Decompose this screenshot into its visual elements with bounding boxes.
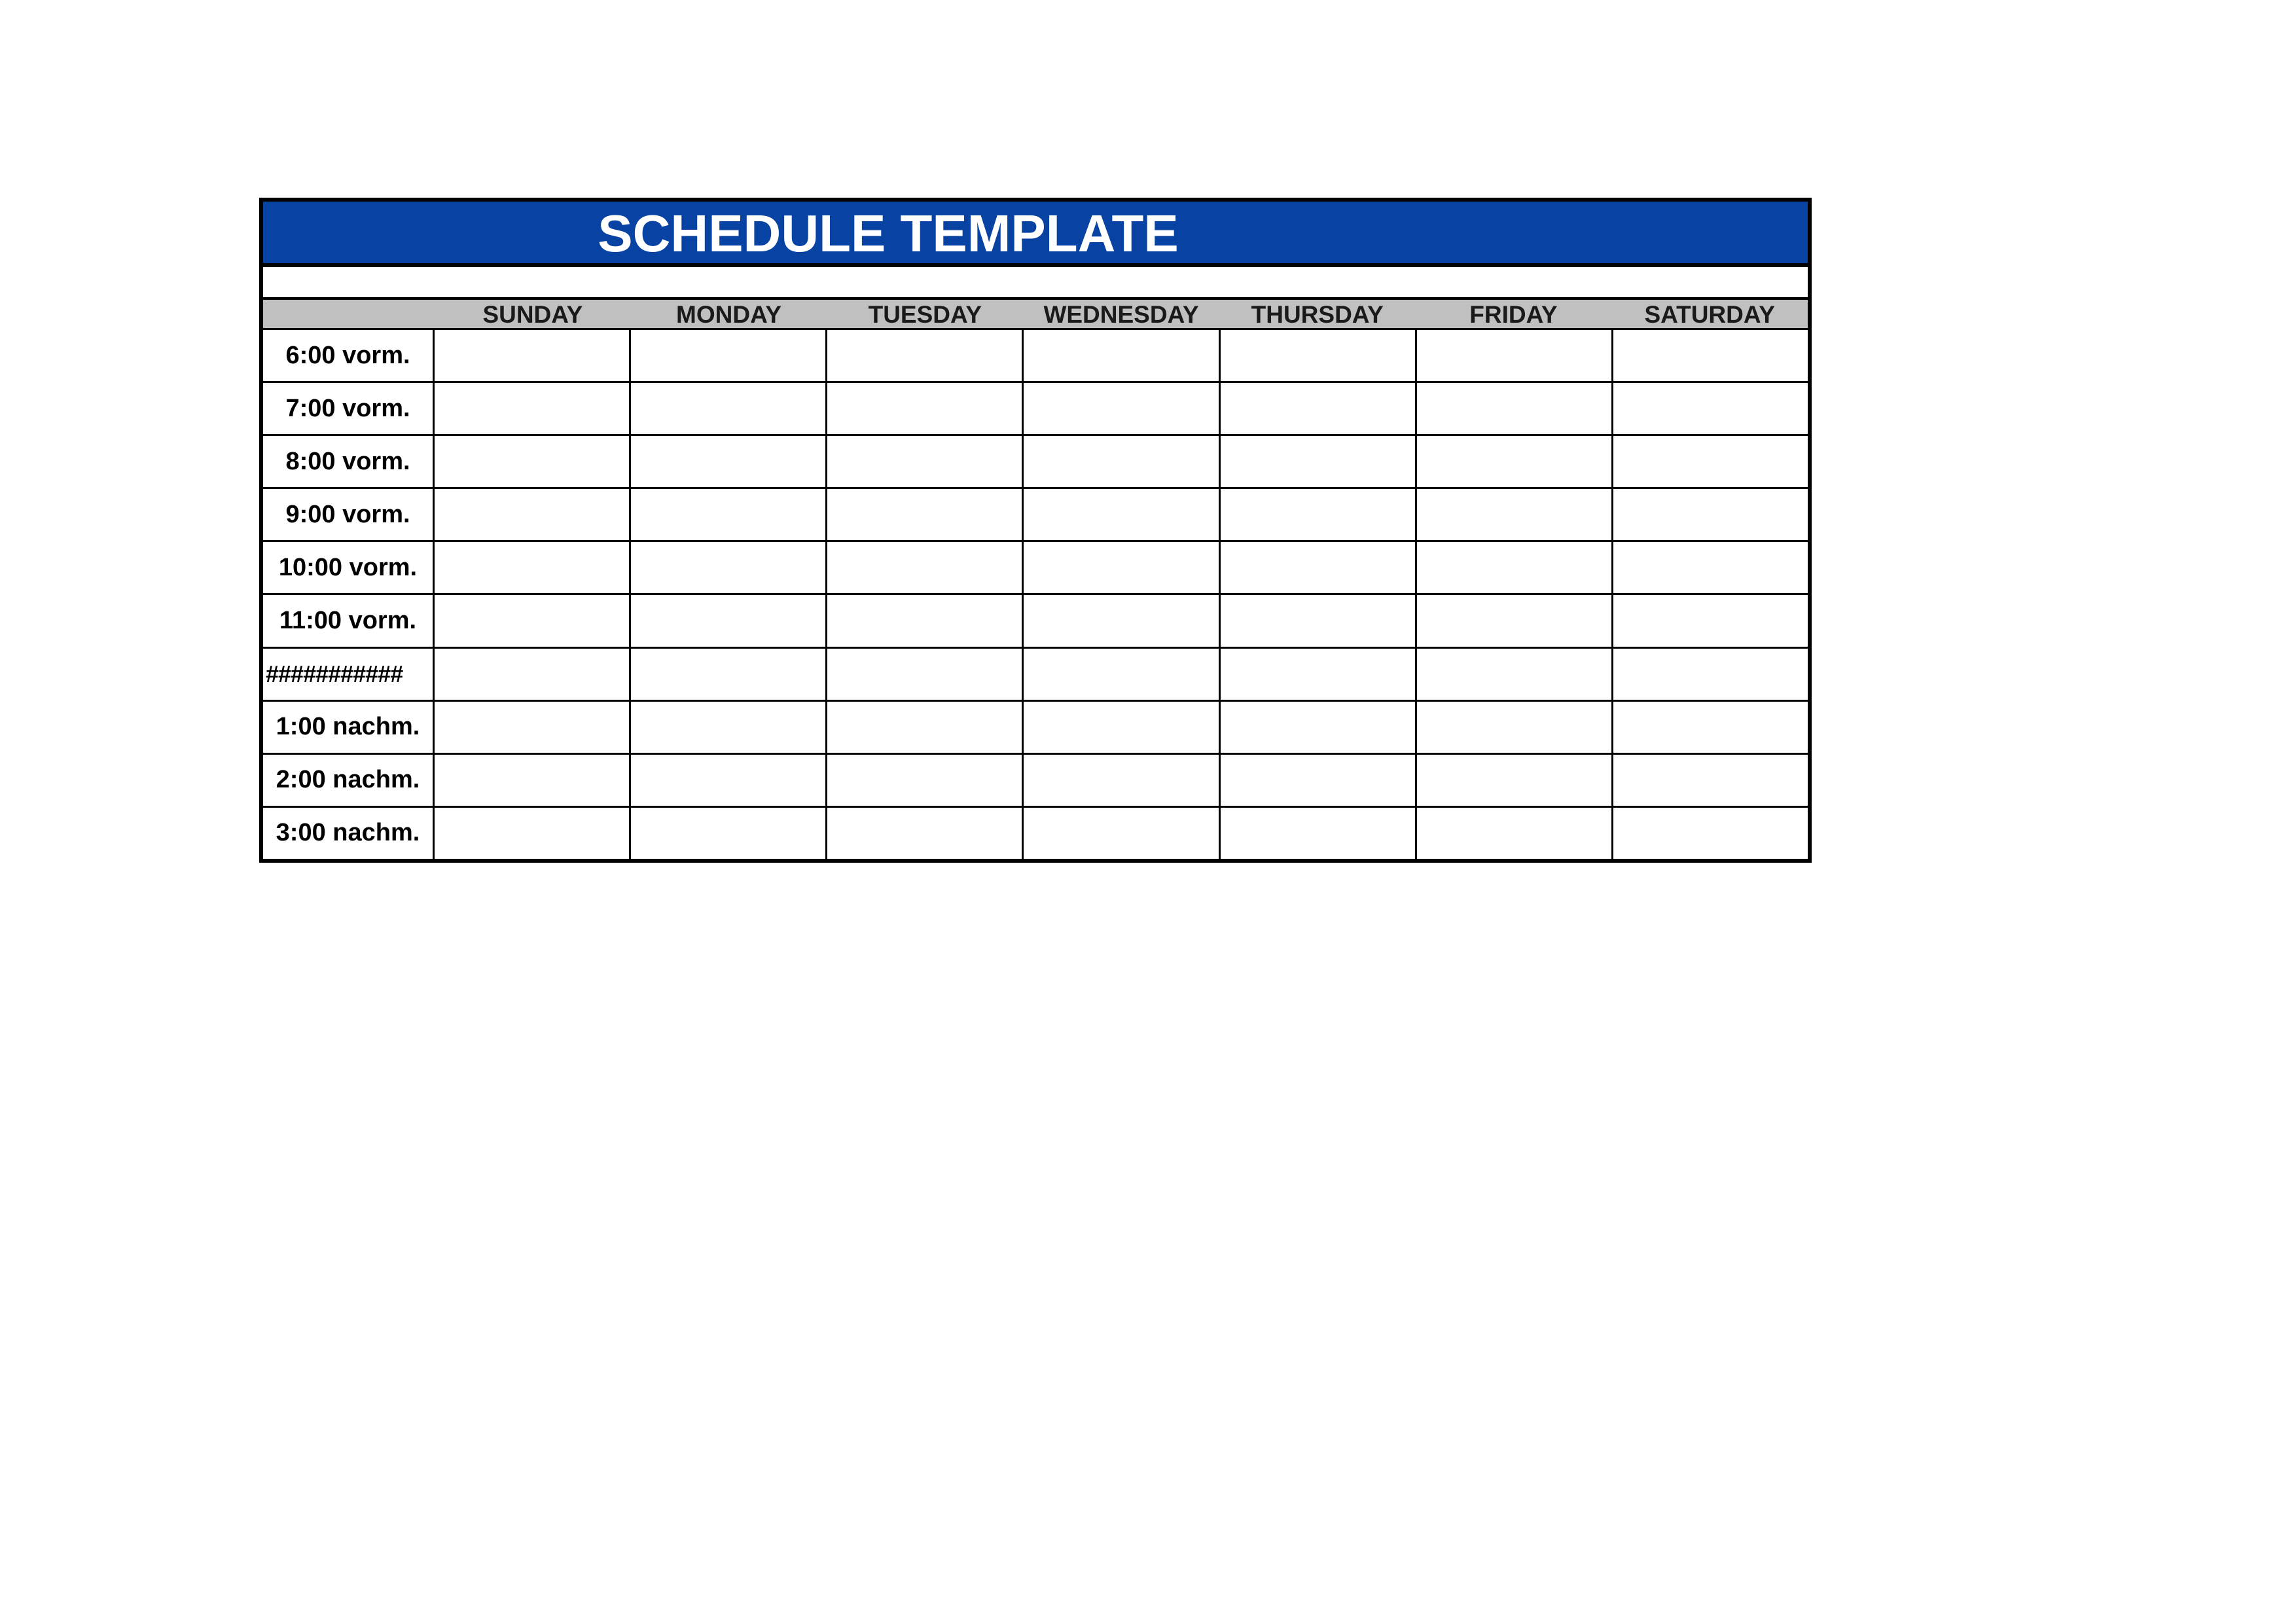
schedule-cell-monday[interactable] <box>631 436 827 487</box>
schedule-cell-sunday[interactable] <box>435 755 631 806</box>
schedule-cell-wednesday[interactable] <box>1024 755 1220 806</box>
table-row <box>263 383 1808 436</box>
table-row <box>263 702 1808 755</box>
schedule-cell-monday[interactable] <box>631 489 827 540</box>
table-row <box>263 330 1808 383</box>
schedule-table <box>259 198 1812 863</box>
schedule-cell-sunday[interactable] <box>435 542 631 593</box>
time-slot-label: 8:00 vorm. <box>263 436 435 487</box>
schedule-cell-thursday[interactable] <box>1221 330 1417 381</box>
schedule-cell-sunday[interactable] <box>435 330 631 381</box>
schedule-cell-wednesday[interactable] <box>1024 649 1220 700</box>
time-slot-label: ########### <box>263 649 435 700</box>
schedule-cell-tuesday[interactable] <box>827 330 1024 381</box>
schedule-cell-wednesday[interactable] <box>1024 808 1220 859</box>
time-slot-label: 2:00 nachm. <box>263 755 435 806</box>
schedule-title: SCHEDULE TEMPLATE <box>598 204 1179 262</box>
schedule-cell-tuesday[interactable] <box>827 436 1024 487</box>
schedule-cell-monday[interactable] <box>631 383 827 434</box>
schedule-cell-monday[interactable] <box>631 330 827 381</box>
schedule-cell-wednesday[interactable] <box>1024 489 1220 540</box>
table-row <box>263 808 1808 859</box>
schedule-cell-thursday[interactable] <box>1221 702 1417 753</box>
schedule-cell-sunday[interactable] <box>435 383 631 434</box>
schedule-cell-monday[interactable] <box>631 702 827 753</box>
schedule-cell-wednesday[interactable] <box>1024 383 1220 434</box>
schedule-cell-thursday[interactable] <box>1221 436 1417 487</box>
header-day-wednesday: WEDNESDAY <box>1043 301 1199 328</box>
time-slot-label: 6:00 vorm. <box>263 330 435 381</box>
table-row <box>263 755 1808 808</box>
time-slot-label: 10:00 vorm. <box>263 542 435 593</box>
schedule-cell-tuesday[interactable] <box>827 702 1024 753</box>
table-row <box>263 595 1808 648</box>
table-row <box>263 542 1808 595</box>
schedule-cell-tuesday[interactable] <box>827 808 1024 859</box>
header-day-sunday: SUNDAY <box>482 301 583 328</box>
schedule-cell-thursday[interactable] <box>1221 755 1417 806</box>
schedule-cell-friday[interactable] <box>1417 808 1613 859</box>
table-row <box>263 436 1808 489</box>
blank-row <box>263 267 1808 297</box>
header-day-saturday: SATURDAY <box>1644 301 1775 328</box>
schedule-cell-monday[interactable] <box>631 542 827 593</box>
time-slot-label: 1:00 nachm. <box>263 702 435 753</box>
header-day-monday: MONDAY <box>676 301 782 328</box>
time-slot-label: 3:00 nachm. <box>263 808 435 859</box>
schedule-cell-saturday[interactable] <box>1613 330 1808 381</box>
schedule-cell-saturday[interactable] <box>1613 542 1808 593</box>
table-row <box>263 489 1808 542</box>
schedule-cell-sunday[interactable] <box>435 436 631 487</box>
schedule-cell-friday[interactable] <box>1417 649 1613 700</box>
schedule-cell-friday[interactable] <box>1417 330 1613 381</box>
schedule-cell-wednesday[interactable] <box>1024 330 1220 381</box>
schedule-cell-friday[interactable] <box>1417 542 1613 593</box>
schedule-cell-monday[interactable] <box>631 595 827 646</box>
schedule-cell-thursday[interactable] <box>1221 649 1417 700</box>
schedule-cell-saturday[interactable] <box>1613 702 1808 753</box>
header-day-thursday: THURSDAY <box>1251 301 1384 328</box>
header-time-blank <box>263 300 435 328</box>
schedule-cell-monday[interactable] <box>631 808 827 859</box>
schedule-cell-friday[interactable] <box>1417 755 1613 806</box>
schedule-cell-wednesday[interactable] <box>1024 702 1220 753</box>
schedule-cell-sunday[interactable] <box>435 489 631 540</box>
schedule-cell-tuesday[interactable] <box>827 489 1024 540</box>
header-day-friday: FRIDAY <box>1469 301 1558 328</box>
schedule-cell-monday[interactable] <box>631 755 827 806</box>
day-header-row <box>263 297 1808 330</box>
schedule-cell-sunday[interactable] <box>435 808 631 859</box>
table-row <box>263 649 1808 702</box>
schedule-cell-wednesday[interactable] <box>1024 436 1220 487</box>
schedule-cell-tuesday[interactable] <box>827 649 1024 700</box>
schedule-cell-thursday[interactable] <box>1221 595 1417 646</box>
schedule-cell-friday[interactable] <box>1417 702 1613 753</box>
schedule-cell-saturday[interactable] <box>1613 489 1808 540</box>
time-slot-label: 9:00 vorm. <box>263 489 435 540</box>
schedule-cell-tuesday[interactable] <box>827 595 1024 646</box>
schedule-cell-wednesday[interactable] <box>1024 595 1220 646</box>
schedule-cell-sunday[interactable] <box>435 649 631 700</box>
schedule-cell-saturday[interactable] <box>1613 649 1808 700</box>
schedule-cell-thursday[interactable] <box>1221 542 1417 593</box>
schedule-cell-saturday[interactable] <box>1613 808 1808 859</box>
schedule-cell-sunday[interactable] <box>435 702 631 753</box>
schedule-cell-wednesday[interactable] <box>1024 542 1220 593</box>
schedule-cell-monday[interactable] <box>631 649 827 700</box>
schedule-cell-friday[interactable] <box>1417 595 1613 646</box>
schedule-cell-friday[interactable] <box>1417 436 1613 487</box>
schedule-cell-saturday[interactable] <box>1613 755 1808 806</box>
schedule-cell-saturday[interactable] <box>1613 383 1808 434</box>
schedule-cell-thursday[interactable] <box>1221 383 1417 434</box>
schedule-cell-tuesday[interactable] <box>827 755 1024 806</box>
schedule-cell-thursday[interactable] <box>1221 489 1417 540</box>
header-day-tuesday: TUESDAY <box>868 301 982 328</box>
schedule-cell-thursday[interactable] <box>1221 808 1417 859</box>
schedule-cell-friday[interactable] <box>1417 489 1613 540</box>
time-slot-label: 11:00 vorm. <box>263 595 435 646</box>
schedule-cell-saturday[interactable] <box>1613 436 1808 487</box>
schedule-cell-sunday[interactable] <box>435 595 631 646</box>
schedule-grid <box>263 330 1808 859</box>
schedule-cell-tuesday[interactable] <box>827 383 1024 434</box>
schedule-cell-saturday[interactable] <box>1613 595 1808 646</box>
time-slot-label: 7:00 vorm. <box>263 383 435 434</box>
schedule-cell-tuesday[interactable] <box>827 542 1024 593</box>
schedule-cell-friday[interactable] <box>1417 383 1613 434</box>
title-bar <box>263 202 1808 267</box>
